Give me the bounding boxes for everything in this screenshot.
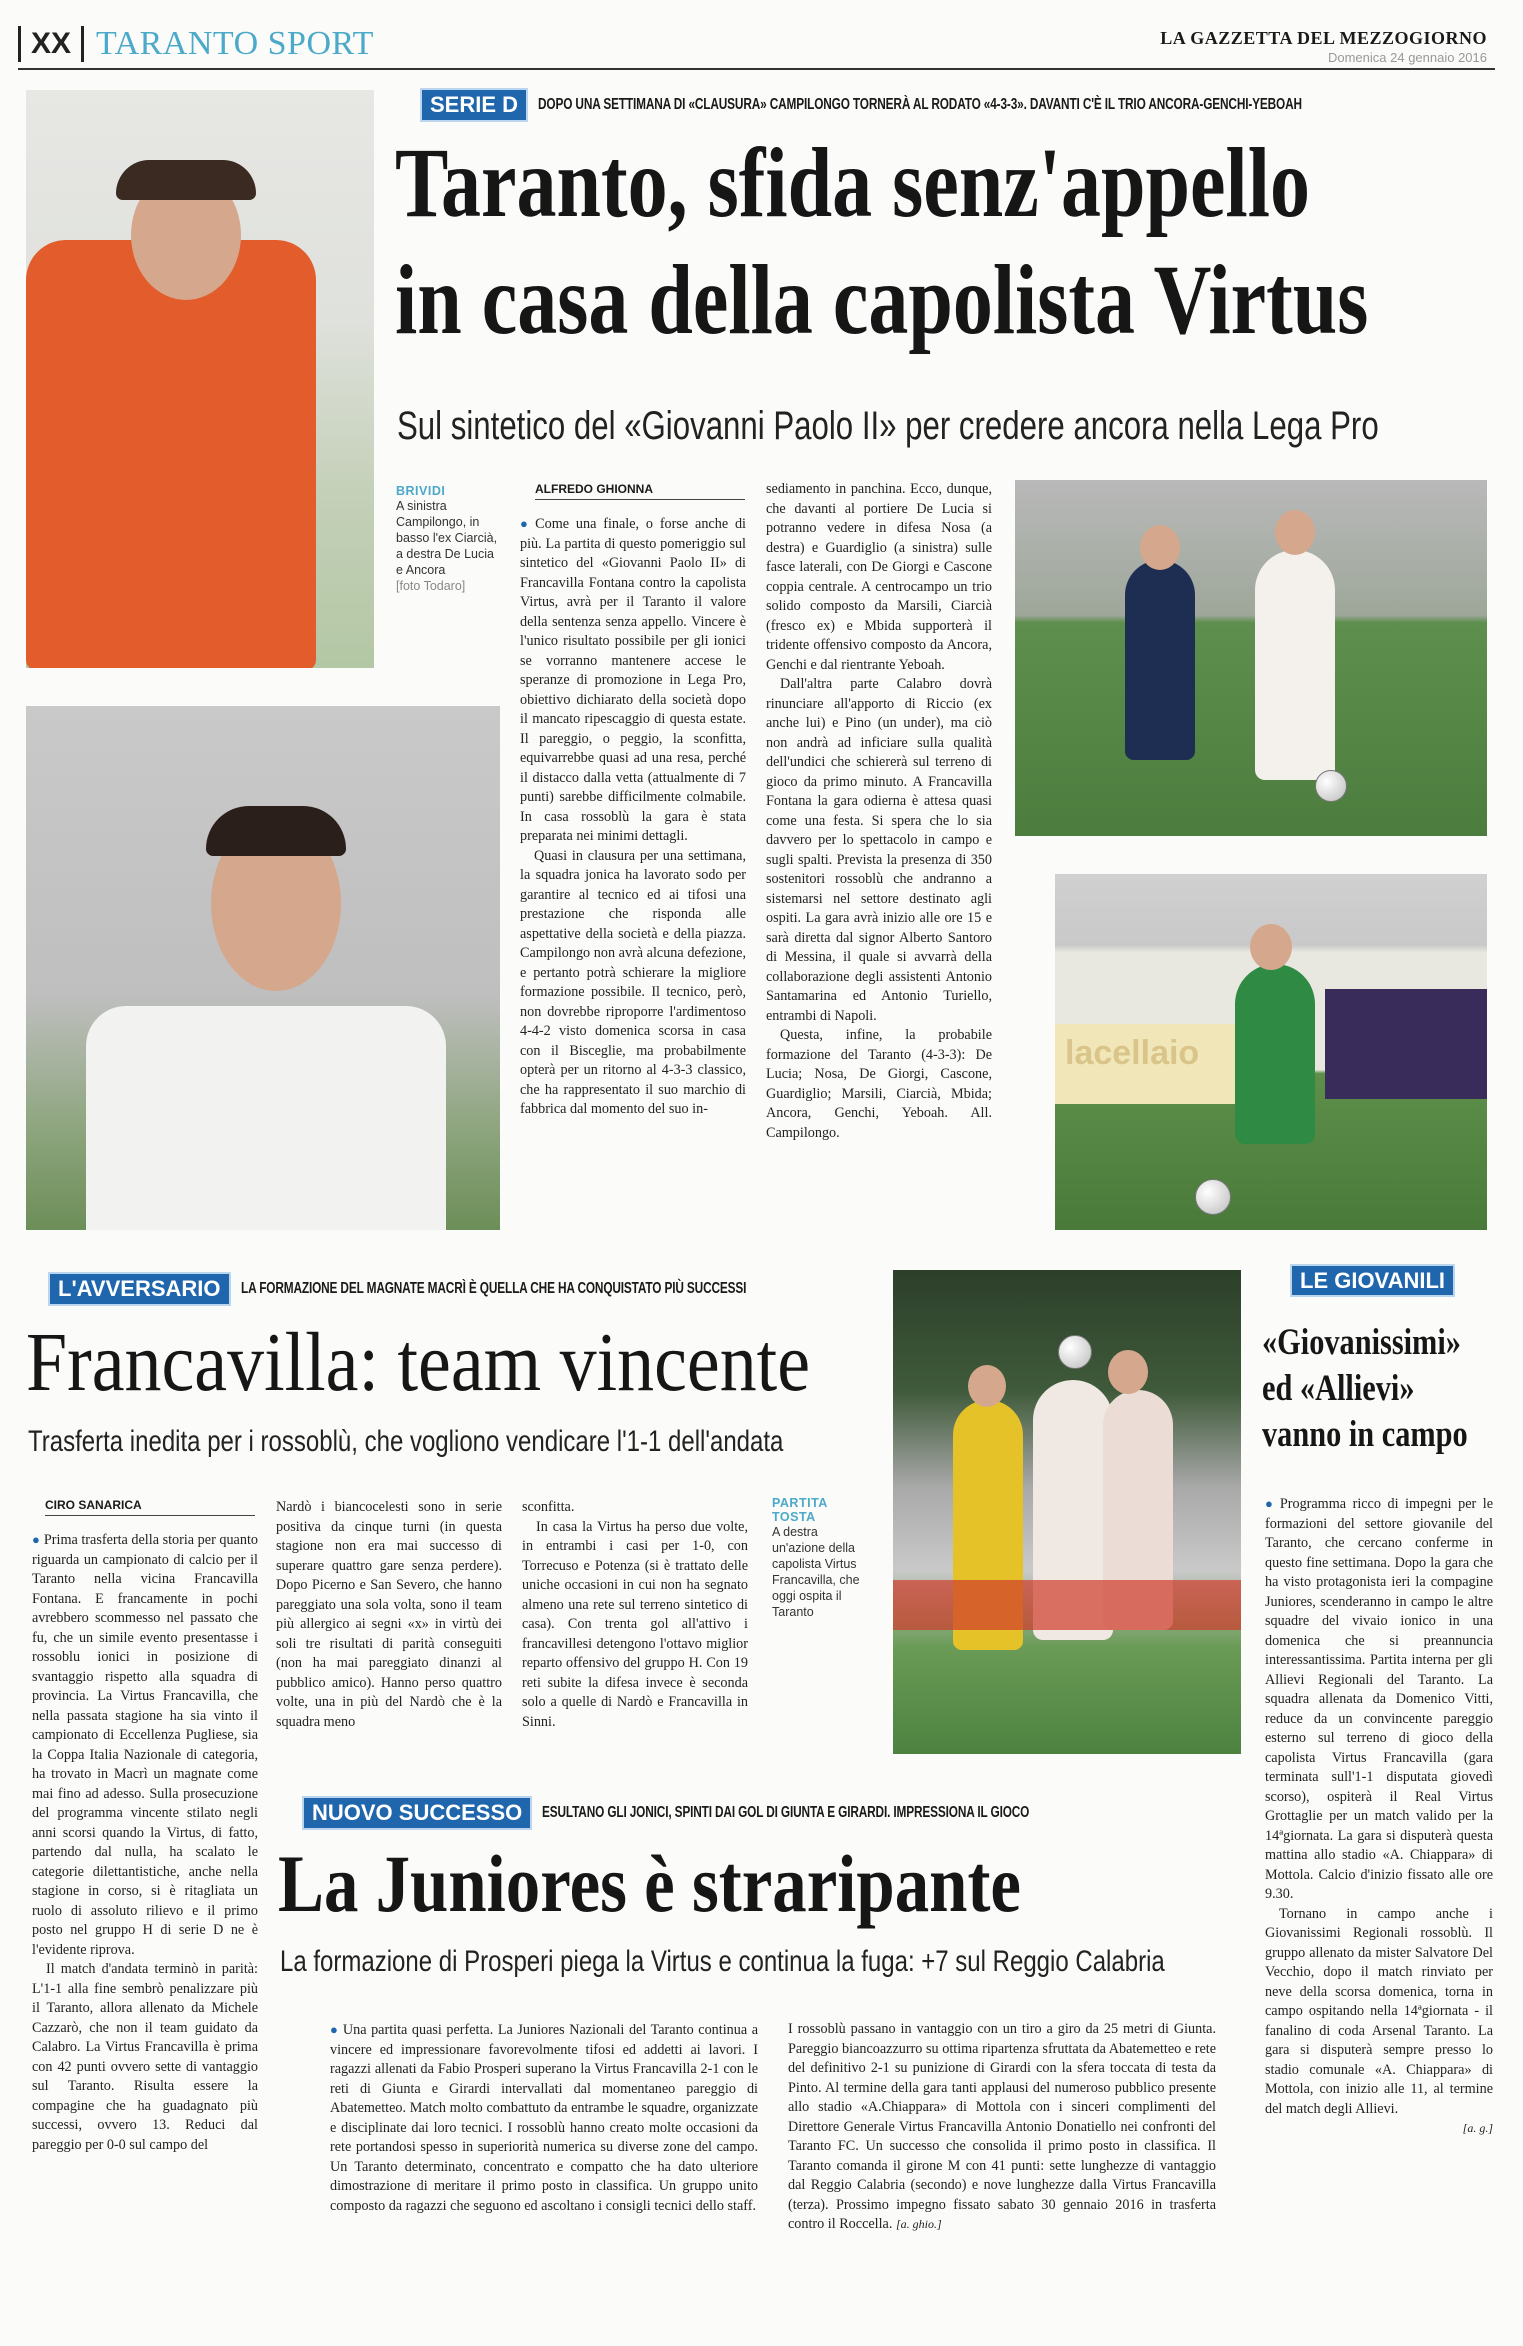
photo-francavilla-action bbox=[893, 1270, 1241, 1754]
player-yellow-head bbox=[968, 1365, 1006, 1407]
section-title: TARANTO SPORT bbox=[96, 25, 374, 62]
main-byline: ALFREDO GHIONNA bbox=[535, 482, 745, 500]
photo-coach-campilongo bbox=[26, 90, 374, 668]
main-column-1 bbox=[520, 514, 746, 1232]
juniores-kicker-label: NUOVO SUCCESSO bbox=[302, 1796, 532, 1830]
opponent-headline: Francavilla: team vincente bbox=[26, 1316, 811, 1409]
main-caption bbox=[396, 484, 504, 594]
youth-signature: [a. g.] bbox=[1462, 2121, 1493, 2135]
main-caption-title: BRIVIDI bbox=[396, 484, 446, 498]
photo-goalkeeper bbox=[1055, 874, 1487, 1230]
opponent-subheadline: Trasferta inedita per i rossoblù, che vogliono vendicare l'1-1 dell'andata bbox=[28, 1425, 784, 1458]
youth-p2: Tornano in campo anche i Giovanissimi Regionali rossoblù. Il gruppo allenato da mister Salvatore Del Vecchio, dopo il match rinviato per neve della scorsa domenica, torna in campo ospitando nella 14ªgiornata - il fanalino di coda Arsenal Taranto. La gara si disputerà sempre presso lo stadio comunale «A. Chiappara» di Mottola, con inizio alle 11, al termine del match degli Allievi. bbox=[1265, 1905, 1493, 2117]
youth-headline-line2: ed «Allievi» bbox=[1262, 1368, 1415, 1409]
main-column-2 bbox=[766, 480, 992, 1232]
opponent-byline: CIRO SANARICA bbox=[45, 1498, 255, 1516]
player-white-head bbox=[1108, 1350, 1148, 1394]
juniores-col1-p1: Una partita quasi perfetta. La Juniores Nazionali del Taranto continua a vincere ed impressionare favorevolmente tifosi ed addetti ai lavori. I ragazzi allenati da Fabio Prosperi superano la Virtus Francavilla 2-1 con le reti di Giunta e Girardi intervallati dal momentaneo pareggio di Abatemetteo. Match molto combattuto da entrambe le squadre, organizzate e disciplinate dai loro tecnici. I rossoblù hanno creato molte occasioni da rete portandosi spesso in superiorità numerica su diverse zone del campo. Un Taranto determinato, concentrato e compatto che ha dato ulteriore dimostrazione di meritare il primo posto in classifica. Un gruppo unito composto da ragazzi che seguono ed ascoltano i consigli tecnici dello staff. bbox=[330, 2022, 758, 2214]
masthead-section bbox=[18, 22, 374, 66]
player-white-kit bbox=[1255, 550, 1335, 780]
main-kicker-text: DOPO UNA SETTIMANA DI «CLAUSURA» CAMPILONGO TORNERÀ AL RODATO «4-3-3». DAVANTI C'È IL TRIO ANCORA-GENCHI-YEBOAH bbox=[538, 96, 1302, 113]
page-number: XX bbox=[18, 26, 84, 62]
juniores-col2-p1: I rossoblù passano in vantaggio con un tiro a giro da 25 metri di Giunta. Pareggio biancoazzurro su ottima ripartenza sfruttata da Abatemetteo e rete del definitivo 2-1 su punizione di Girardi con la sfera toccata di testa da Pinto. Al termine della gara tanti applausi del numeroso pubblico presente allo stadio «A.Chiappara» di Mottola con i sinceri complimenti del Direttore Generale Virtus Francavilla Antonio Donatiello nei confronti del Taranto FC. Un successo che consolida il primo posto in classifica. Il Taranto comanda il girone M con 41 punti: sette lunghezze di vantaggio dal Reggio Calabria (secondo) e nove lunghezze dalla Virtus Francavilla (terza). Prossimo impegno fissato sabato 30 gennaio 2016 in trasferta contro il Roccella. bbox=[788, 2021, 1216, 2232]
juniores-signature: [a. ghio.] bbox=[895, 2217, 942, 2231]
photo-match-action bbox=[1015, 480, 1487, 836]
youth-kicker-label: LE GIOVANILI bbox=[1290, 1264, 1455, 1297]
main-caption-text: A sinistra Campilongo, in basso l'ex Ciarcià, a destra De Lucia e Ancora bbox=[396, 499, 498, 577]
goalkeeper-kit bbox=[1235, 964, 1315, 1144]
goalkeeper-head bbox=[1250, 924, 1292, 970]
youth-headline-line1: «Giovanissimi» bbox=[1262, 1322, 1461, 1363]
ad-board bbox=[893, 1580, 1241, 1630]
opponent-col3-p1: sconfitta. bbox=[522, 1499, 575, 1515]
opponent-column-1 bbox=[32, 1530, 258, 2320]
bullet-icon: ● bbox=[330, 2022, 339, 2037]
main-col2-p2: Dall'altra parte Calabro dovrà rinunciare all'apporto di Riccio (ex anche lui) e Pino (un under), ma ciò non andrà ad inficiare sulla qualità dell'undici che schiererà sul terreno di gioco da primo minuto. A Francavilla Fontana la gara odierna è attesa quasi come una festa. Si spera che lo sia davvero per lo spettacolo in campo e sugli spalti. Prevista la presenza di 350 sostenitori rossoblù che andranno a sistemarsi nel settore destinato agli ospiti. La gara avrà inizio alle ore 15 e sarà diretta dal signor Alberto Santoro di Messina, il quale si avvarrà della collaborazione degli assistenti Antonio Santamarina ed Antonio Turiello, entrambi di Napoli. bbox=[766, 676, 992, 1024]
main-col2-p1: sediamento in panchina. Ecco, dunque, che davanti al portiere De Lucia si potranno vedere in difesa Nosa (a destra) e Guardiglio (a sinistra) sulle fasce laterali, con De Giorgi e Cascone coppia centrale. A centrocampo un trio solido composto da Marsili, Ciarcià (fresco ex) e Mbida supporterà il tridente offensivo composto da Ancora, Genchi e dal rientrante Yeboah. bbox=[766, 481, 992, 673]
youth-headline-line3: vanno in campo bbox=[1262, 1414, 1468, 1455]
ciarcia-shirt bbox=[86, 1006, 446, 1230]
juniores-column-2 bbox=[788, 2020, 1216, 2320]
opponent-caption-title: PARTITA TOSTA bbox=[772, 1496, 828, 1524]
main-col1-p1: Come una finale, o forse anche di più. La partita di questo pomeriggio sul sintetico del «Giovanni Paolo II» di Francavilla Fontana contro la capolista Virtus, avrà per il Taranto il valore della sentenza senza appello. Vincere è l'unico risultato possibile per gli ionici se vorranno mantenere accese le speranze di promozione in Lega Pro, obiettivo dichiarato della società dopo il mancato ripescaggio di questa estate. Il pareggio, o peggio, la sconfitta, equivarrebbe quasi ad una resa, perché il distacco dalla vetta (attualmente di 7 punti) sarebbe difficilmente colmabile. In casa rossoblù la gara è stata preparata nei minimi dettagli. bbox=[520, 516, 746, 844]
newspaper-name: LA GAZZETTA DEL MEZZOGIORNO bbox=[1160, 28, 1487, 48]
ad-banner-dark bbox=[1325, 989, 1487, 1099]
youth-headline bbox=[1262, 1320, 1468, 1458]
bullet-icon: ● bbox=[1265, 1496, 1276, 1511]
main-kicker-label: SERIE D bbox=[420, 88, 528, 122]
opponent-column-2 bbox=[276, 1498, 502, 1770]
opponent-col1-p2: Il match d'andata terminò in parità: L'1-1 alla fine sembrò penalizzare più il Taranto, allora allenato da Michele Cazzarò, che non il team guidato da Calabro. La Virtus Francavilla è prima con 42 punti ovvero sette di vantaggio sul Taranto. Risulta essere la compagine che ha guadagnato più successi, ovvero 13. Reduci dal pareggio per 0-0 sul campo del bbox=[32, 1961, 258, 2153]
opponent-col2-p1: Nardò i biancocelesti sono in serie positiva da cinque turni (in questa stagione non era mai successo di superare quattro gare senza perdere). Dopo Picerno e San Severo, che hanno pareggiato una sola volta, sono il team più allergico ai segni «x» in virtù dei soli tre risultati di parità conseguiti (non ha mai pareggiato dinanzi al pubblico amico). Hanno perso quattro volte, una in più del Nardò che è la squadra meno bbox=[276, 1499, 502, 1730]
juniores-kicker bbox=[302, 1796, 1201, 1830]
opponent-kicker-label: L'AVVERSARIO bbox=[48, 1272, 231, 1306]
main-col2-p3: Questa, infine, la probabile formazione del Taranto (4-3-3): De Lucia; Nosa, De Giorgi, Cascone, Guardiglio; Marsili, Ciarcià, Mbida; Ancora, Genchi, Yeboah. All. Campilongo. bbox=[766, 1027, 992, 1141]
youth-p1: Programma ricco di impegni per le formazioni del settore giovanile del Taranto, che cercano conferme in questo fine settimana. Dopo la gara che ha visto protagonista ieri la compagine Juniores, scenderanno in campo le altre squadre del vivaio ionico in una domenica che si preannuncia interessantissima. Partita interna per gli Allievi Regionali del Taranto. La squadra allenata da Domenico Vitti, reduce da un convincente pareggio esterno sul terreno di gioco della capolista Virtus Francavilla (gara terminata sull'1-1 disputata giovedì scorso), ospiterà il Real Virtus Grottaglie per un match valido per la 14ªgiornata. La gara si disputerà questa mattina allo stadio «A. Chiappara» di Mottola. Calcio d'inizio fissato alle ore 9.30. bbox=[1265, 1496, 1493, 1902]
youth-column bbox=[1265, 1494, 1493, 2322]
ball-icon bbox=[1195, 1179, 1231, 1215]
main-subheadline: Sul sintetico del «Giovanni Paolo II» per credere ancora nella Lega Pro bbox=[397, 404, 1379, 448]
masthead-divider bbox=[18, 68, 1495, 70]
bullet-icon: ● bbox=[32, 1532, 40, 1547]
photo-player-ciarcia bbox=[26, 706, 500, 1230]
opponent-kicker bbox=[48, 1272, 923, 1306]
main-headline-line1: Taranto, sfida senz'appello bbox=[395, 127, 1310, 238]
opponent-column-3 bbox=[522, 1498, 748, 1770]
player-dark-kit bbox=[1125, 560, 1195, 760]
opponent-col3-p2: In casa la Virtus ha perso due volte, in entrambi i casi per 1-0, con Torrecuso e Potenza (si è trattato delle uniche occasioni in cui non ha segnato almeno una rete sul terreno sintetico di casa). Con trenta gol all'attivo i francavillesi detengono l'ottavo miglior reparto offensivo del gruppo H. Con 19 reti subite la difesa invece è seconda solo a quelle di Nardò e Francavilla in Sinni. bbox=[522, 1518, 748, 1730]
opponent-caption bbox=[772, 1496, 872, 1620]
youth-kicker bbox=[1290, 1268, 1455, 1294]
juniores-subheadline: La formazione di Prosperi piega la Virtus e continua la fuga: +7 sul Reggio Calabria bbox=[280, 1945, 1165, 1978]
juniores-headline: La Juniores è straripante bbox=[278, 1838, 1021, 1929]
main-headline-line2: in casa della capolista Virtus bbox=[395, 244, 1369, 355]
juniores-kicker-text: ESULTANO GLI JONICI, SPINTI DAI GOL DI GIUNTA E GIRARDI. IMPRESSIONA IL GIOCO bbox=[542, 1804, 1030, 1821]
main-caption-credit: [foto Todaro] bbox=[396, 579, 466, 593]
ball-icon bbox=[1058, 1335, 1092, 1369]
juniores-column-1 bbox=[330, 2020, 758, 2320]
ciarcia-hair bbox=[206, 806, 346, 856]
issue-date: Domenica 24 gennaio 2016 bbox=[1327, 50, 1487, 65]
player-dark-head bbox=[1140, 525, 1180, 570]
player-white-head bbox=[1275, 510, 1315, 555]
coach-jacket bbox=[26, 240, 316, 668]
ad-banner: lacellaio bbox=[1055, 1024, 1255, 1104]
opponent-caption-text: A destra un'azione della capolista Virtus Francavilla, che oggi ospita il Taranto bbox=[772, 1525, 860, 1619]
bullet-icon: ● bbox=[520, 516, 532, 531]
main-kicker bbox=[420, 88, 1523, 122]
opponent-kicker-text: LA FORMAZIONE DEL MAGNATE MACRÌ È QUELLA CHE HA CONQUISTATO PIÙ SUCCESSI bbox=[240, 1280, 746, 1297]
ball-icon bbox=[1315, 770, 1347, 802]
main-col1-p2: Quasi in clausura per una settimana, la squadra jonica ha lavorato sodo per garantire al tecnico ed ai tifosi una prestazione che risponda alle aspettative della società e della piazza. Campilongo non avrà alcuna defezione, e pertanto potrà schierare la migliore formazione possibile. Il tecnico, però, non dovrebbe riproporre l'ardimentoso 4-4-2 visto domenica scorsa in casa con il Bisceglie, ma probabilmente opterà per un ritorno al 4-3-3 classico, che ha rappresentato il suo marchio di fabbrica dal momento del suo in- bbox=[520, 847, 746, 1117]
coach-hair bbox=[116, 160, 256, 200]
opponent-col1-p1: Prima trasferta della storia per quanto riguarda un campionato di calcio per il Taranto nella vicina Francavilla Fontana. E francamente in pochi avrebbero scommesso nel passato che fu, che un simile evento presentasse i rossoblu ionici in posizione di svantaggio rispetto alla squadra di provincia. La Virtus Francavilla, che nella passata stagione ha sia vinto il campionato di Eccellenza Pugliese, sia la Coppa Italia Nazionale di categoria, ha trovato in Macrì un magnate come mai fino ad adesso. Sulla prosecuzione del programma vincente stilato negli anni scorsi quando la Virtus, di fatto, partendo dal nulla, ha scalato le categorie dilettantistiche, anche nella stagione in corso, si è ritagliata un ruolo di assoluto rilievo e il primo posto nel gruppo H di serie D ne è l'evidente riprova. bbox=[32, 1532, 258, 1958]
